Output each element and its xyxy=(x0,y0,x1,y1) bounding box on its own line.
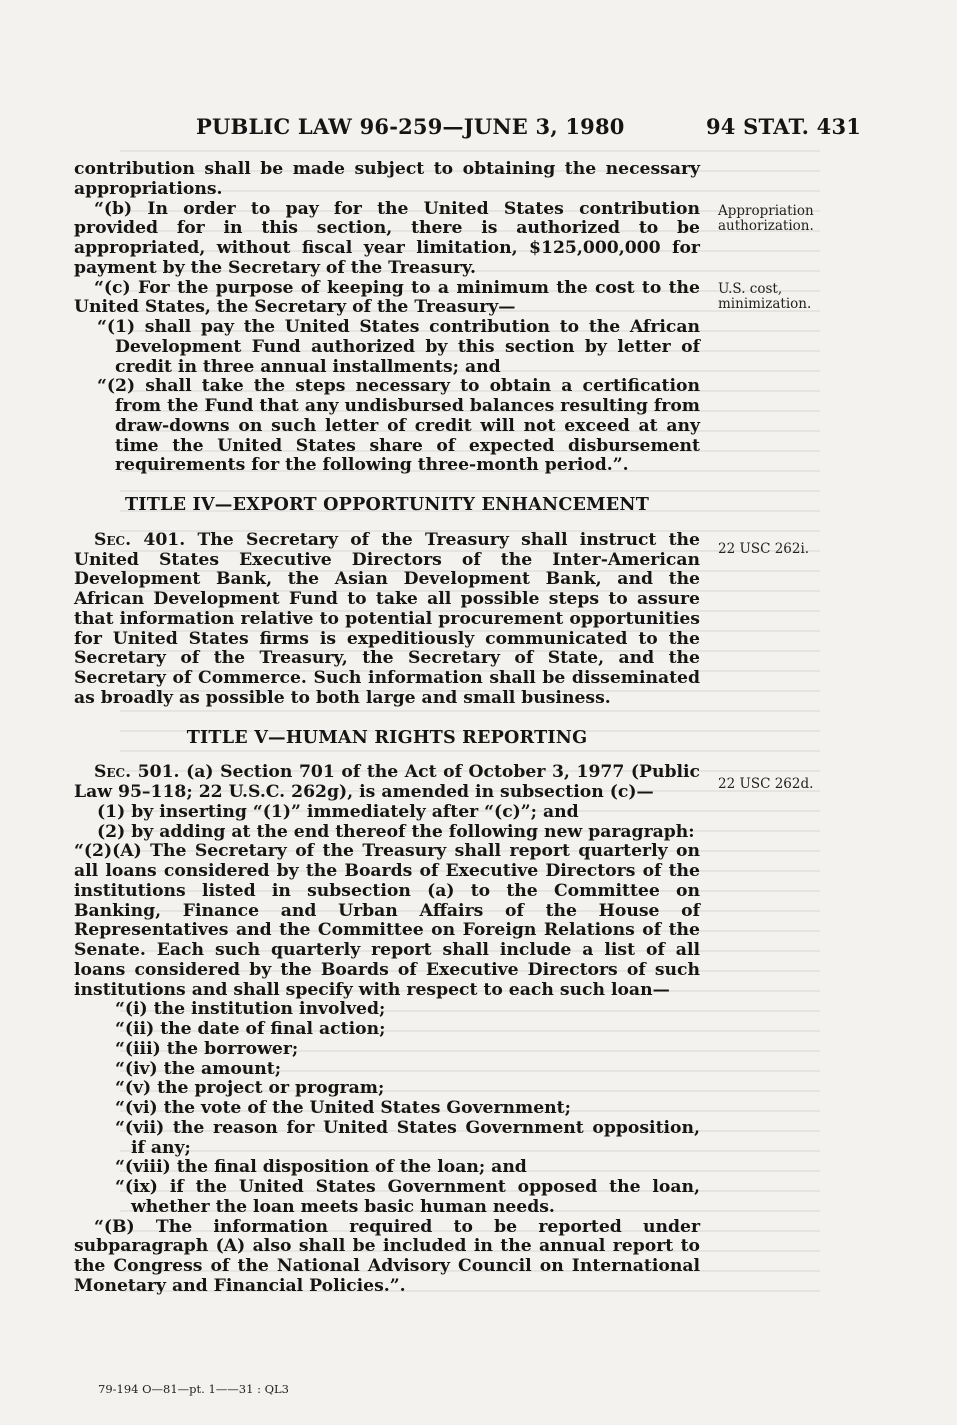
subparagraph-b: “(B) The information required to be reported under subparagraph (A) also shall be included in the annual report to the Congress of the National Advisory Council on International Monetary and Financial Policies.”. xyxy=(74,1216,700,1296)
clause-1: “(1) shall pay the United States contribution to the African Development Fund authorized by this section by letter of credit in three annual installments; and xyxy=(97,317,700,377)
margin-note: 22 USC 262i. xyxy=(718,541,810,557)
stat-page-number: 94 STAT. 431 xyxy=(706,114,862,139)
amendment-1: (1) by inserting “(1)” immediately after “(c)”; and xyxy=(97,801,579,822)
list-item: “(vii) the reason for United States Government opposition, if any; xyxy=(115,1117,700,1158)
list-item: “(ix) if the United States Government opposed the loan, whether the loan meets basic human needs. xyxy=(115,1177,700,1217)
list-item: “(ii) the date of final action; xyxy=(115,1019,386,1039)
list-item: “(i) the institution involved; xyxy=(115,999,386,1020)
clause-2: “(2) shall take the steps necessary to obtain a certification from the Fund that any undisbursed balances resulting from draw-downs on such letter of credit will not exceed at any time the United States share of expected disbursement requirements for the following three-month period.”. xyxy=(97,376,700,476)
section-501 xyxy=(74,763,700,803)
list-item: “(v) the project or program; xyxy=(115,1078,385,1099)
section-401 xyxy=(74,531,700,709)
margin-note: 22 USC 262d. xyxy=(718,776,814,792)
list-item: “(iv) the amount; xyxy=(115,1058,282,1079)
list-item: “(iii) the borrower; xyxy=(115,1038,299,1059)
running-header: PUBLIC LAW 96-259—JUNE 3, 1980 xyxy=(196,114,625,139)
paragraph-b: “(b) In order to pay for the United States contribution provided for in this section, there is authorized to be appropriated, without fiscal year limitation, $125,000,000 for payment by the Secretary of the Treasury. xyxy=(74,198,700,278)
section-label: Sec. 501. xyxy=(94,762,180,783)
list-item: “(vi) the vote of the United States Government; xyxy=(115,1098,571,1118)
title-iv-heading: TITLE IV—EXPORT OPPORTUNITY ENHANCEMENT xyxy=(124,494,649,515)
new-paragraph-2a: “(2)(A) The Secretary of the Treasury shall report quarterly on all loans considered by the Boards of Executive Directors of the institutions listed in subsection (a) to the Committee on Banking, Finance and Urban Affairs of the House of Representatives and the Committee on Foreign Relations of the Senate. Each such quarterly report shall include a list of all loans considered by the Boards of Executive Directors of such institutions and shall specify with respect to each such loan— xyxy=(74,841,700,1000)
paragraph: contribution shall be made subject to obtaining the necessary appropriations. xyxy=(74,159,700,199)
section-text: (a) Section 701 of the Act of October 3, 1977 (Public Law 95–118; 22 U.S.C. 262g), is amended in subsection (c)— xyxy=(74,762,701,802)
list-item: “(viii) the final disposition of the loan; and xyxy=(115,1157,527,1178)
print-footer: 79-194 O—81—pt. 1——31 : QL3 xyxy=(98,1382,289,1396)
paragraph-c: “(c) For the purpose of keeping to a minimum the cost to the United States, the Secretary of the Treasury— xyxy=(74,277,700,318)
section-text: The Secretary of the Treasury shall instruct the United States Executive Directors of the Inter-American Development Bank, the Asian Development Bank, and the African Development Fund to take all possible steps to assure that information relative to potential procurement opportunities for United States firms is expeditiously communicated to the Secretary of the Treasury, the Secretary of State, and the Secretary of Commerce. Such information shall be disseminated as broadly as possible to both large and small business. xyxy=(74,529,700,708)
title-v-heading: TITLE V—HUMAN RIGHTS REPORTING xyxy=(186,726,588,748)
margin-note: Appropriation authorization. xyxy=(718,203,814,234)
amendment-2: (2) by adding at the end thereof the following new paragraph: xyxy=(97,821,695,842)
section-label: Sec. 401. xyxy=(94,529,186,550)
law-text xyxy=(74,160,700,1297)
margin-note: U.S. cost, minimization. xyxy=(718,281,812,312)
